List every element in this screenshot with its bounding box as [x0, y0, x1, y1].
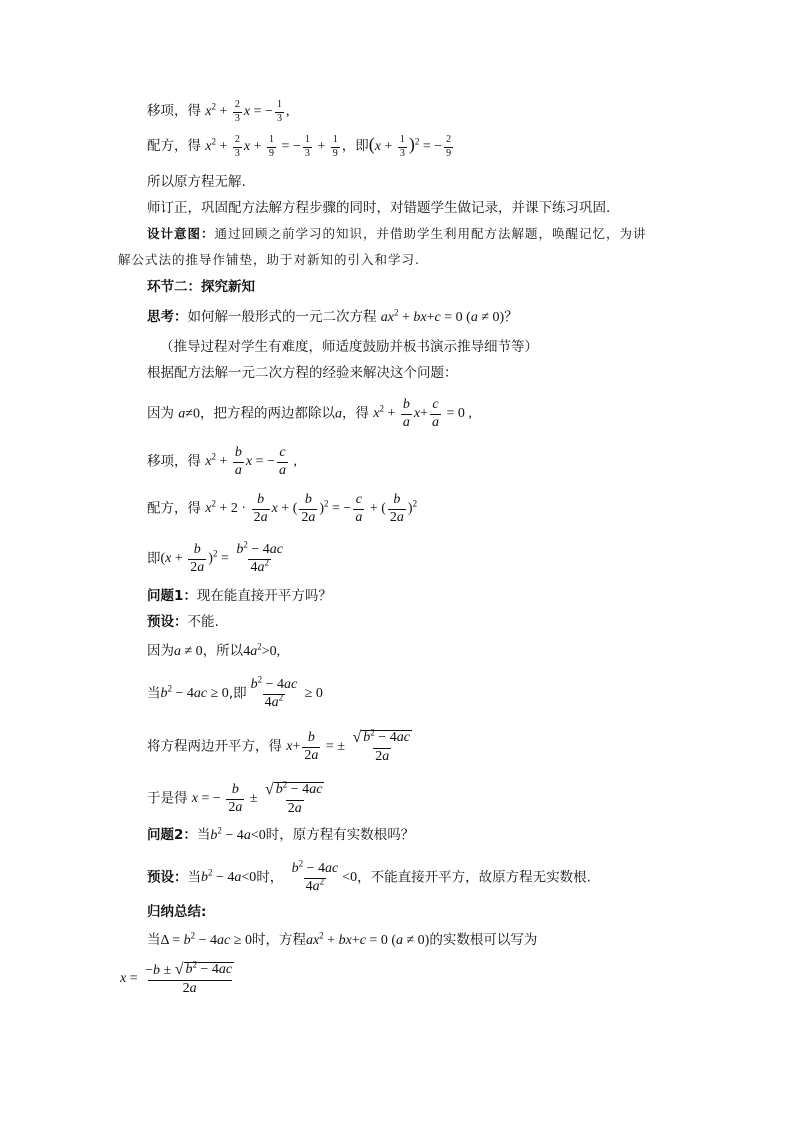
- question-2-label: 问题2：: [147, 827, 197, 843]
- design-intent-label: 设计意图：: [147, 226, 215, 241]
- math-eq-3: (x + $\frac{1}{3}$ )$^2$ = − $\frac{2}{9}$: [368, 134, 452, 159]
- math-disc-lt-0-2: $b^2 - 4a<0$: [201, 867, 257, 886]
- line-preset-1: [147, 616, 219, 630]
- question-1-text: 现在能直接开平方吗？: [196, 588, 332, 604]
- line-think: [147, 307, 518, 325]
- text-sum-end: 的实数根可以写为: [429, 932, 538, 948]
- math-disc-geq-0: $b^2 - 4ac \ge 0$: [160, 683, 229, 702]
- line-quadratic-formula: [120, 959, 238, 996]
- line-question-2: [147, 825, 415, 843]
- line-no-solution: 所以原方程无解.: [147, 174, 246, 190]
- line-note: （推导过程对学生有难度，师适度鼓励并板书演示推导细节等）: [160, 339, 538, 355]
- line-complete-square-2: [147, 493, 417, 525]
- line-question-1: [147, 590, 332, 604]
- math-eq-1: $x^2$ + $\frac{2}{3}$ x = − $\frac{1}{3}$ ,: [205, 99, 290, 124]
- text-pre2-time: 时，: [256, 869, 284, 886]
- text-complete-square: 配方，得: [147, 138, 201, 155]
- text-since: 因为: [147, 643, 174, 659]
- math-frac-lt-0: $\frac{b^2 - 4ac}{4a^2}$ <0: [291, 858, 358, 894]
- preset-2-label: 预设：: [147, 869, 188, 886]
- preset-1-text: 不能.: [187, 614, 219, 630]
- math-delta: $\Delta = b^2 - 4ac \ge 0$: [160, 930, 252, 948]
- math-disc-lt-0: $b^2 - 4a<0$: [210, 825, 266, 843]
- line-when-discriminant: [147, 674, 323, 710]
- math-frac-geq-0: $\frac{b^2 - 4ac}{4a^2}$ ≥ 0: [250, 674, 323, 710]
- line-ie: [147, 539, 287, 575]
- math-general-form: $ax^2 + bx+c = 0$ (a ≠ 0): [380, 307, 505, 325]
- text-thus: 于是得: [147, 790, 188, 807]
- text-take-sqrt: 将方程两边开平方，得: [147, 738, 282, 755]
- section-title-explore: 环节二：探究新知: [147, 279, 255, 295]
- line-because: [147, 398, 472, 430]
- text-divide: ，把方程的两边都除以: [199, 405, 335, 422]
- design-intent-line2: 解公式法的推导作铺垫，助于对新知的引入和学习.: [118, 252, 420, 267]
- text-ie-3: ,即: [228, 685, 247, 702]
- summary-label: 归纳总结:: [147, 904, 207, 920]
- line-since: [147, 641, 281, 659]
- think-end: ？: [504, 309, 518, 325]
- math-eq-sqrt: x+ $\frac{b}{2a}$ = ± √ $b^2 - 4ac$ 2a: [286, 727, 410, 764]
- text-because: 因为: [147, 405, 174, 422]
- math-a-neq-0: a≠0: [178, 406, 200, 422]
- math-eq-2: $x^2$ + $\frac{2}{3}$ x + $\frac{1}{9}$ = − $\frac{1}{3}$ + $\frac{1}{9}$: [205, 134, 338, 159]
- question-1-label: 问题1：: [147, 588, 197, 604]
- line-complete-square-1: [147, 135, 455, 159]
- math-a: a: [334, 406, 342, 422]
- math-eq-completed: $x^2 + 2$ · $\frac{b}{2a}$ x + ( $\frac{b}{2a}$ )$^2$ = − $\frac{c}{a}$ + ( $\frac{b}{2a}$ )$^2$: [205, 492, 418, 525]
- text-complete-square-2: 配方，得: [147, 500, 201, 517]
- math-quadratic-formula: x = −b ± √ $b^2 - 4ac$ 2a: [120, 959, 233, 996]
- text-when: 当: [147, 685, 161, 702]
- math-a-neq-0-2: a ≠ 0: [174, 644, 203, 659]
- text-sum-when: 当: [147, 932, 161, 948]
- math-4a2-gt-0: $4a^2>0$,: [243, 641, 281, 659]
- text-sum-equation: 时，方程: [251, 932, 306, 948]
- think-label: 思考：: [147, 309, 188, 325]
- line-take-sqrt: [147, 727, 416, 764]
- math-eq-square-form: (x + $\frac{b}{2a}$ )$^2$ = $\frac{b^2 - 4ac}{4a^2}$: [160, 539, 283, 575]
- text-get: ，得: [341, 405, 369, 422]
- think-text: 如何解一般形式的一元二次方程: [187, 309, 377, 325]
- text-move-terms: 移项，得: [147, 103, 201, 120]
- preset-2-text: ，不能直接开平方，故原方程无实数根.: [357, 869, 591, 886]
- text-pre2-when: 当: [187, 869, 201, 886]
- line-summary: [147, 930, 538, 948]
- line-thus: [147, 779, 328, 816]
- text-ie: ，即: [341, 138, 369, 155]
- line-move-terms-1: [147, 100, 289, 124]
- math-general-form-2: $ax^2 + bx+c = 0$ (a ≠ 0): [305, 930, 430, 948]
- text-q2-when: 当: [196, 827, 211, 843]
- line-preset-2: [147, 858, 591, 894]
- math-eq-moved: $x^2$ + $\frac{b}{a}$ x = − $\frac{c}{a}$ ,: [205, 445, 297, 478]
- line-teacher-correct: 师订正，巩固配方法解方程步骤的同时，对错题学生做记录，并课下练习巩固.: [147, 200, 611, 216]
- text-ie-2: 即: [147, 550, 161, 567]
- math-eq-divided: $x^2$ + $\frac{b}{a}$ x+ $\frac{c}{a}$ = 0 ,: [373, 397, 472, 430]
- question-2-text: 时，原方程有实数根吗？: [265, 827, 415, 843]
- line-based: 根据配方法解一元二次方程的经验来解决这个问题：: [147, 365, 458, 381]
- preset-1-label: 预设：: [147, 614, 188, 630]
- text-move-terms-2: 移项，得: [147, 453, 201, 470]
- math-eq-solution: x = − $\frac{b}{2a}$ ± √ $b^2 - 4ac$ 2a: [191, 779, 323, 816]
- line-move-terms-2: [147, 446, 297, 478]
- text-so: ，所以: [202, 643, 244, 659]
- design-intent-line1: [147, 228, 647, 241]
- design-intent-text1: 通过回顾之前学习的知识，并借助学生利用配方法解题，唤醒记忆，为讲: [214, 226, 647, 241]
